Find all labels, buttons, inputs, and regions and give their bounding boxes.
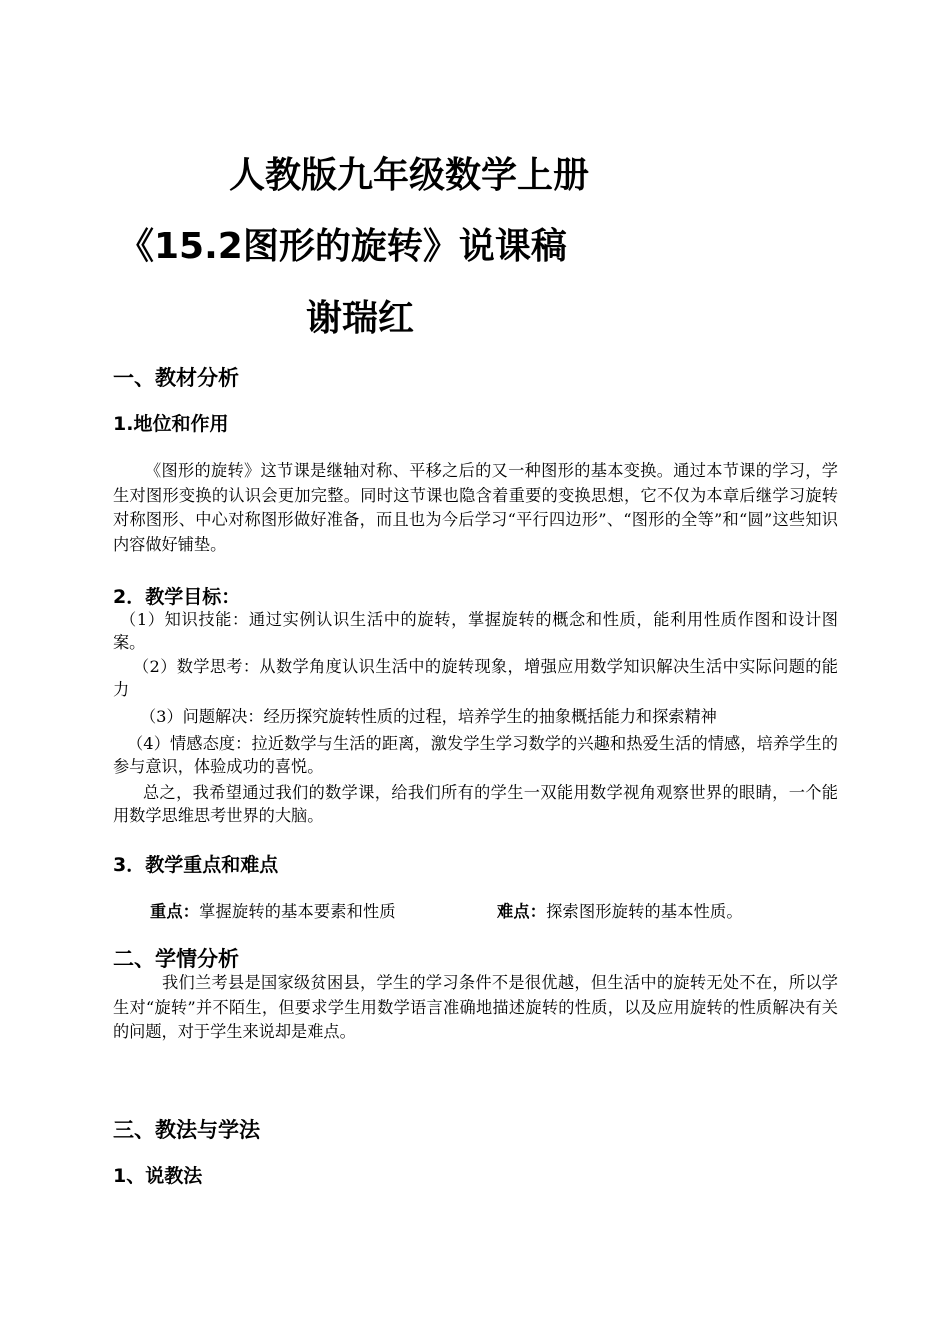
objective-item: （2）数学思考：从数学角度认识生活中的旋转现象，增强应用数学知识解决生活中实际问题的能力 bbox=[113, 657, 838, 699]
document-title: 人教版九年级数学上册 bbox=[229, 155, 590, 196]
objective-item: （1）知识技能：通过实例认识生活中的旋转，掌握旋转的概念和性质，能利用性质作图和设计图案。 bbox=[113, 610, 838, 652]
document-subtitle: 《15.2图形的旋转》说课稿 bbox=[118, 226, 567, 267]
subheading-objectives: 2．教学目标： bbox=[113, 586, 241, 608]
objective-item: （4）情感态度：拉近数学与生活的距离，激发学生学习数学的兴趣和热爱生活的情感，培养学生的参与意识，体验成功的喜悦。 bbox=[113, 734, 838, 776]
section-heading-methods: 三、教法与学法 bbox=[113, 1118, 260, 1142]
subheading-teaching-method: 1、说教法 bbox=[113, 1165, 203, 1187]
subheading-role: 1.地位和作用 bbox=[113, 413, 229, 435]
objective-summary: 总之，我希望通过我们的数学课，给我们所有的学生一双能用数学视角观察世界的眼睛，一个能用数学思维思考世界的大脑。 bbox=[113, 783, 838, 825]
difficulty-point bbox=[497, 901, 743, 923]
objective-item: （3）问题解决：经历探究旋转性质的过程，培养学生的抽象概括能力和探索精神 bbox=[140, 707, 717, 726]
difficulty-text: 探索图形旋转的基本性质。 bbox=[546, 902, 743, 921]
key-point bbox=[150, 901, 396, 923]
paragraph-students: 我们兰考县是国家级贫困县，学生的学习条件不是很优越，但生活中的旋转无处不在，所以学生对“旋转”并不陌生，但要求学生用数学语言准确地描述旋转的性质，以及应用旋转的性质解决有关的问题，对于学生来说却是难点。 bbox=[113, 973, 838, 1041]
author-name: 谢瑞红 bbox=[306, 298, 415, 339]
section-heading-materials: 一、教材分析 bbox=[113, 366, 239, 390]
subheading-key-difficulty: 3．教学重点和难点 bbox=[113, 854, 279, 876]
section-heading-students: 二、学情分析 bbox=[113, 947, 239, 971]
key-text: 掌握旋转的基本要素和性质 bbox=[199, 902, 396, 921]
key-label: 重点： bbox=[150, 902, 200, 921]
paragraph-role: 《图形的旋转》这节课是继轴对称、平移之后的又一种图形的基本变换。通过本节课的学习，学生对图形变换的认识会更加完整。同时这节课也隐含着重要的变换思想，它不仅为本章后继学习旋转对称图形、中心对称图形做好准备，而且也为今后学习“平行四边形”、“图形的全等”和“圆”这些知识内容做好铺垫。 bbox=[113, 461, 838, 554]
difficulty-label: 难点： bbox=[497, 902, 547, 921]
